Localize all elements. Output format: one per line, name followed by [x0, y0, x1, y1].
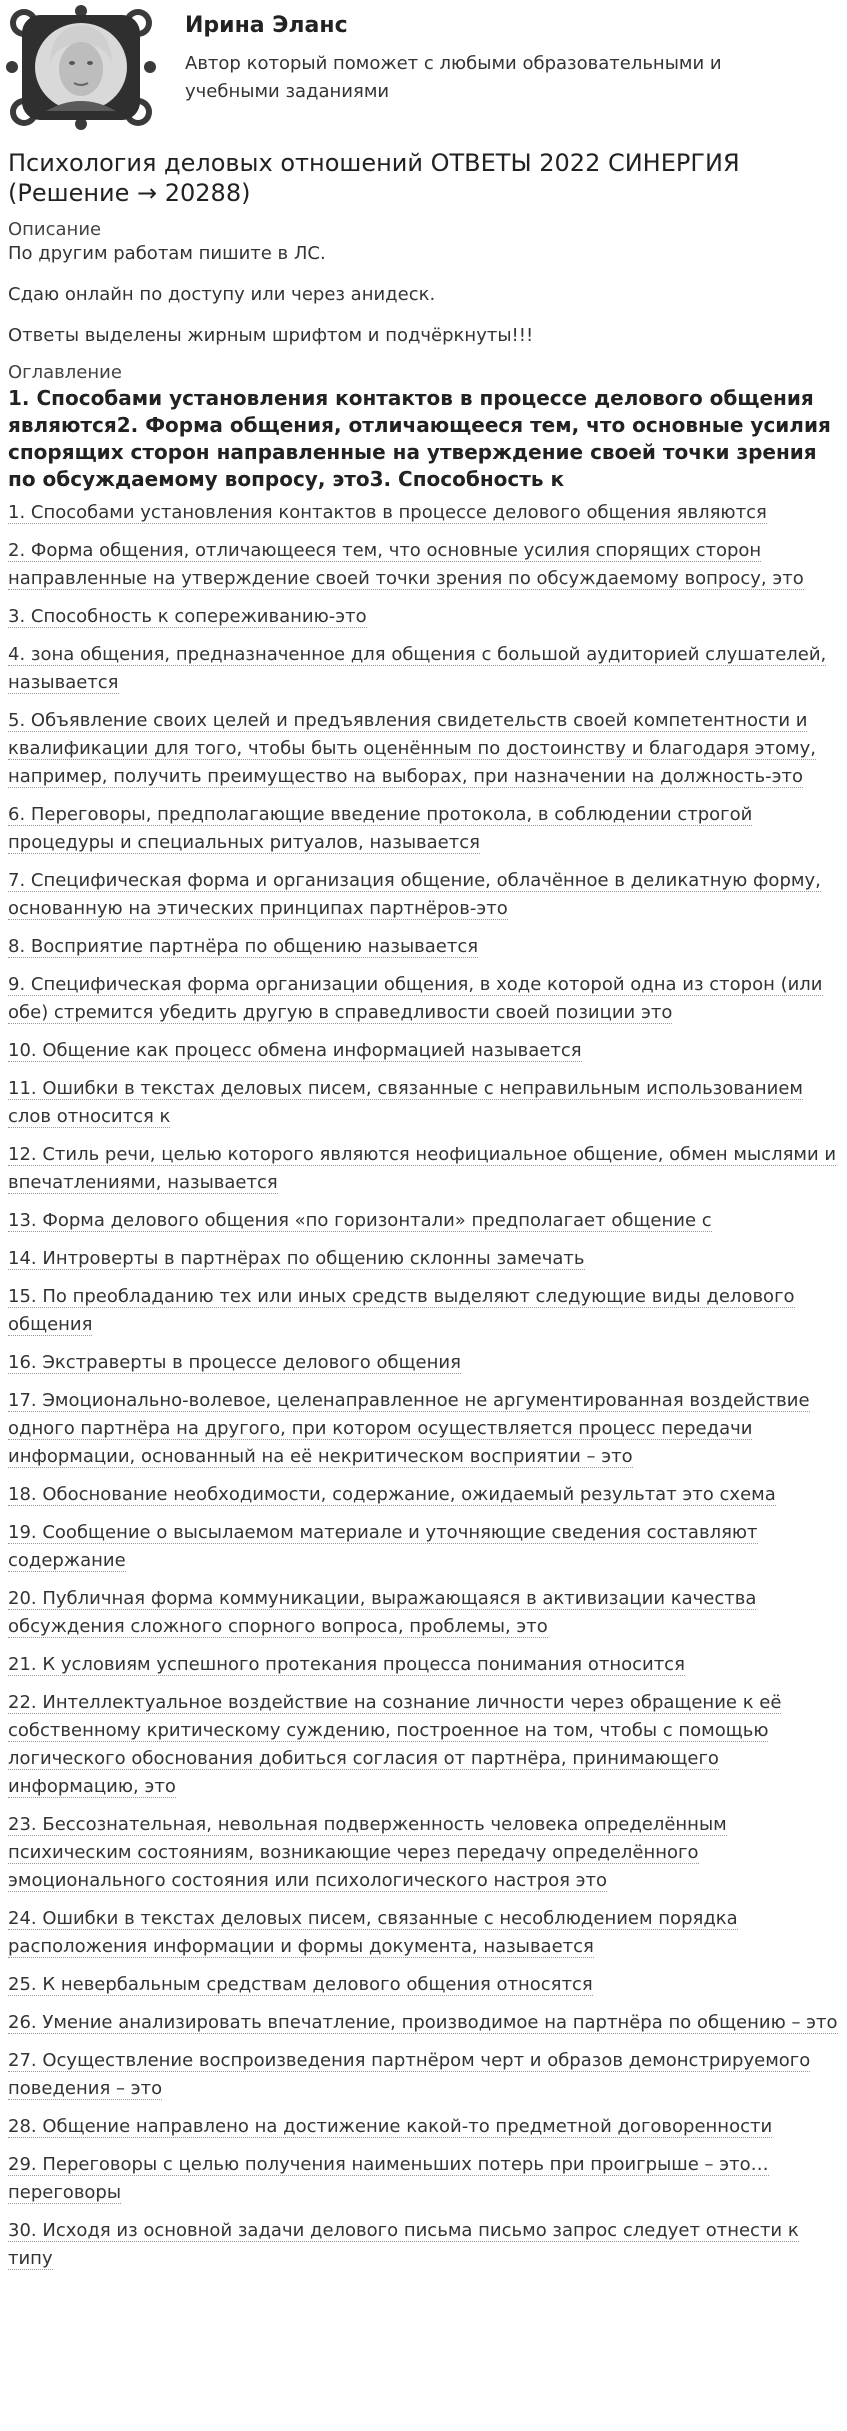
question-item — [8, 1075, 838, 1131]
question-text: 10. Общение как процесс обмена информацией называется — [8, 1040, 582, 1061]
question-text: 4. зона общения, предназначенное для общения с большой аудиторией слушателей, называется — [8, 644, 827, 693]
portrait-photo — [35, 23, 127, 111]
question-text: 18. Обоснование необходимости, содержание, ожидаемый результат это схема — [8, 1484, 776, 1505]
question-text: 12. Стиль речи, целью которого являются неофициальное общение, обмен мыслями и впечатлениями, называется — [8, 1144, 837, 1193]
question-item — [8, 1349, 838, 1377]
question-item — [8, 1905, 838, 1961]
question-item — [8, 2151, 838, 2207]
question-text: 20. Публичная форма коммуникации, выражающаяся в активизации качества обсуждения сложного спорного вопроса, проблемы, это — [8, 1588, 757, 1637]
question-item — [8, 2113, 838, 2141]
question-text: 19. Сообщение о высылаемом материале и уточняющие сведения составляют содержание — [8, 1522, 758, 1571]
question-item — [8, 801, 838, 857]
question-text: 13. Форма делового общения «по горизонтали» предполагает общение с — [8, 1210, 712, 1231]
question-item — [8, 2217, 838, 2273]
question-item — [8, 1387, 838, 1471]
question-text: 26. Умение анализировать впечатление, производимое на партнёра по общению – это — [8, 2012, 838, 2033]
question-item — [8, 1207, 838, 1235]
description-line: Сдаю онлайн по доступу или через анидеск. — [8, 284, 436, 305]
question-item — [8, 499, 838, 527]
question-text: 29. Переговоры с целью получения наименьших потерь при проигрыше – это… переговоры — [8, 2154, 769, 2203]
question-text: 25. К невербальным средствам делового общения относятся — [8, 1974, 593, 1995]
question-text: 23. Бессознательная, невольная подверженность человека определённым психическим состояниям, возникающие через передачу определённого эмоционального состояния или психологического настроя это — [8, 1814, 727, 1891]
question-item — [8, 1651, 838, 1679]
question-text: 21. К условиям успешного протекания процесса понимания относится — [8, 1654, 685, 1675]
question-text: 7. Специфическая форма и организация общение, облачённое в деликатную форму, основанную на этических принципах партнёров-это — [8, 870, 821, 919]
question-item — [8, 2047, 838, 2103]
question-item — [8, 603, 838, 631]
description-line: Ответы выделены жирным шрифтом и подчёркнуты!!! — [8, 325, 534, 346]
toc-summary: 1. Способами установления контактов в процессе делового общения являются2. Форма общения, отличающееся тем, что основные усилия спорящих сторон направленные на утверждение своей точки зрения по обсуждаемому вопросу, это3. Способность к — [8, 386, 831, 491]
question-text: 8. Восприятие партнёра по общению называется — [8, 936, 479, 957]
page-title: Психология деловых отношений ОТВЕТЫ 2022 СИНЕРГИЯ (Решение → 20288) — [8, 149, 740, 207]
description-line: По другим работам пишите в ЛС. — [8, 243, 326, 264]
question-text: 22. Интеллектуальное воздействие на сознание личности через обращение к её собственному критическому суждению, построенное на том, чтобы с помощью логического обоснования добиться согласия от партнёра, принимающего информацию, это — [8, 1692, 782, 1797]
question-item — [8, 1585, 838, 1641]
question-item — [8, 1141, 838, 1197]
question-text: 24. Ошибки в текстах деловых писем, связанные с несоблюдением порядка расположения информации и формы документа, называется — [8, 1908, 738, 1957]
toc-label: Оглавление — [8, 362, 122, 383]
question-text: 16. Экстраверты в процессе делового общения — [8, 1352, 461, 1373]
question-item — [8, 1689, 838, 1801]
question-text: 28. Общение направлено на достижение какой-то предметной договоренности — [8, 2116, 773, 2137]
question-item — [8, 1283, 838, 1339]
question-item — [8, 1811, 838, 1895]
question-item — [8, 867, 838, 923]
question-item — [8, 1245, 838, 1273]
question-item — [8, 2009, 838, 2037]
question-text: 27. Осуществление воспроизведения партнёром черт и образов демонстрируемого поведения – это — [8, 2050, 811, 2099]
author-avatar[interactable] — [6, 5, 156, 130]
question-text: 1. Способами установления контактов в процессе делового общения являются — [8, 502, 767, 523]
question-text: 11. Ошибки в текстах деловых писем, связанные с неправильным использованием слов относится к — [8, 1078, 804, 1127]
question-item — [8, 1971, 838, 1999]
question-text: 30. Исходя из основной задачи делового письма письмо запрос следует отнести к типу — [8, 2220, 799, 2269]
question-item — [8, 641, 838, 697]
question-text: 3. Способность к сопереживанию-это — [8, 606, 367, 627]
question-text: 6. Переговоры, предполагающие введение протокола, в соблюдении строгой процедуры и специальных ритуалов, называется — [8, 804, 753, 853]
question-text: 9. Специфическая форма организации общения, в ходе которой одна из сторон (или обе) стремится убедить другую в справедливости своей позиции это — [8, 974, 823, 1023]
description-label: Описание — [8, 219, 102, 240]
question-item — [8, 1037, 838, 1065]
question-item — [8, 971, 838, 1027]
question-item — [8, 933, 838, 961]
question-item — [8, 537, 838, 593]
question-text: 2. Форма общения, отличающееся тем, что основные усилия спорящих сторон направленные на утверждение своей точки зрения по обсуждаемому вопросу, это — [8, 540, 804, 589]
work-content — [8, 148, 838, 2283]
question-text: 14. Интроверты в партнёрах по общению склонны замечать — [8, 1248, 585, 1269]
author-card[interactable] — [0, 0, 847, 135]
question-item — [8, 707, 838, 791]
question-list — [8, 499, 838, 2273]
author-description: Автор который поможет с любыми образовательными и учебными заданиями — [185, 53, 722, 102]
question-item — [8, 1481, 838, 1509]
question-text: 5. Объявление своих целей и предъявления свидетельств своей компетентности и квалификации для того, чтобы быть оценённым по достоинству и благодаря этому, например, получить преимущество на выборах, при назначении на должность-это — [8, 710, 817, 787]
question-text: 17. Эмоционально-волевое, целенаправленное не аргументированная воздействие одного партнёра на другого, при котором осуществляется процесс передачи информации, основанный на её некритическом восприятии – это — [8, 1390, 810, 1467]
question-item — [8, 1519, 838, 1575]
author-name[interactable]: Ирина Эланс — [185, 13, 348, 38]
question-text: 15. По преобладанию тех или иных средств выделяют следующие виды делового общения — [8, 1286, 795, 1335]
